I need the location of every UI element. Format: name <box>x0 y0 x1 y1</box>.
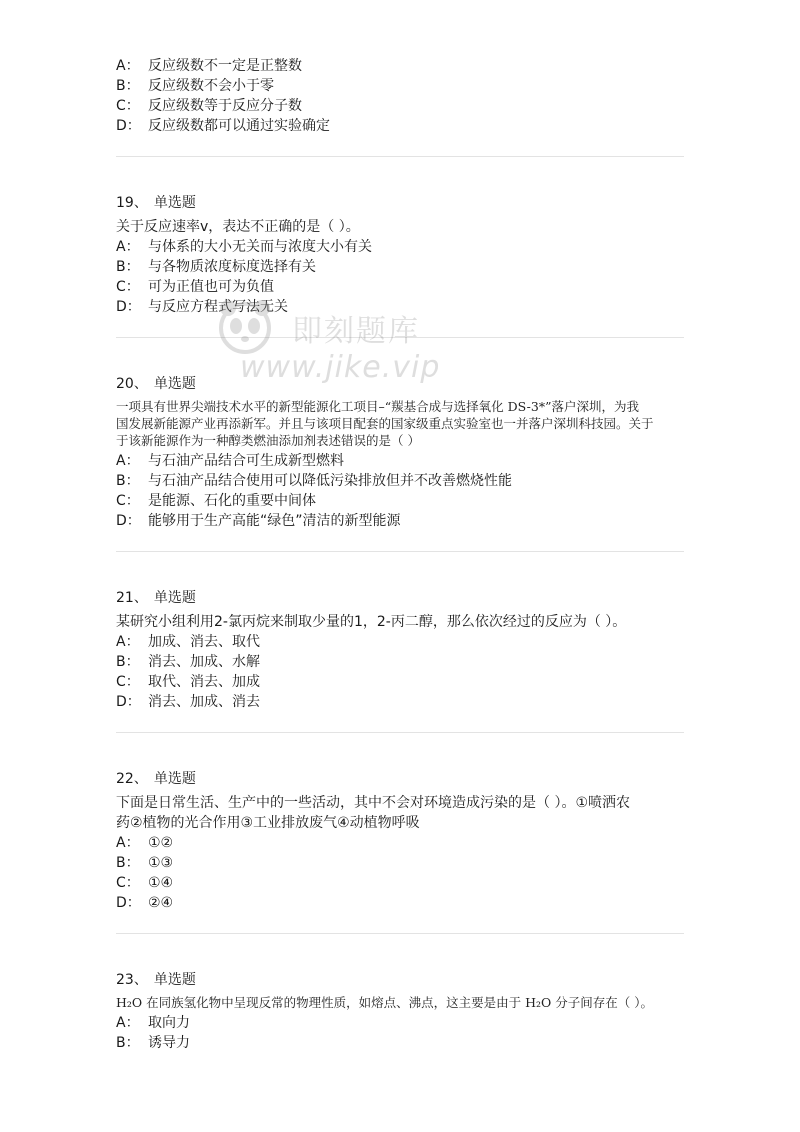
option-b[interactable]: B： ①③ <box>116 855 174 871</box>
question-22 <box>116 769 686 913</box>
question-header: 20、 单选题 <box>116 376 196 392</box>
question-text-line: 国发展新能源产业再添新军。并且与该项目配套的国家级重点实验室也一并落户深圳科技园。关于 <box>116 416 654 431</box>
divider <box>116 337 684 338</box>
option-a[interactable]: A： 加成、消去、取代 <box>116 634 260 650</box>
question-21 <box>116 588 686 712</box>
exam-page <box>116 56 686 1053</box>
question-text: H₂O 在同族氢化物中呈现反常的物理性质，如熔点、沸点，这主要是由于 H₂O 分子间存在（ ）。 <box>116 995 653 1010</box>
option-c[interactable]: C： 是能源、石化的重要中间体 <box>116 493 316 509</box>
divider <box>116 933 684 934</box>
question-20 <box>116 374 686 531</box>
option-a[interactable]: A： 取向力 <box>116 1015 190 1031</box>
option-a[interactable]: A： ①② <box>116 835 174 851</box>
option-a[interactable]: A： 反应级数不一定是正整数 <box>116 58 302 74</box>
divider <box>116 156 684 157</box>
option-d[interactable]: D： 反应级数都可以通过实验确定 <box>116 118 330 134</box>
option-b[interactable]: B： 消去、加成、水解 <box>116 654 260 670</box>
option-a[interactable]: A： 与石油产品结合可生成新型燃料 <box>116 453 344 469</box>
question-header: 21、 单选题 <box>116 590 196 606</box>
option-b[interactable]: B： 诱导力 <box>116 1035 190 1051</box>
option-c[interactable]: C： ①④ <box>116 875 174 891</box>
question-text-line: 药②植物的光合作用③工业排放废气④动植物呼吸 <box>116 815 420 831</box>
top-options <box>116 56 686 136</box>
question-19 <box>116 193 686 317</box>
option-b[interactable]: B： 反应级数不会小于零 <box>116 78 274 94</box>
question-header: 22、 单选题 <box>116 771 196 787</box>
question-header: 23、 单选题 <box>116 972 196 988</box>
question-23 <box>116 970 686 1053</box>
option-c[interactable]: C： 取代、消去、加成 <box>116 674 260 690</box>
option-b[interactable]: B： 与各物质浓度标度选择有关 <box>116 259 316 275</box>
option-d[interactable]: D： ②④ <box>116 895 174 911</box>
option-d[interactable]: D： 能够用于生产高能“绿色”清洁的新型能源 <box>116 513 401 529</box>
option-c[interactable]: C： 可为正值也可为负值 <box>116 279 274 295</box>
question-text-line: 一项具有世界尖端技术水平的新型能源化工项目–“羰基合成与选择氧化 DS-3*”落户深圳，为我 <box>116 399 639 414</box>
option-c[interactable]: C： 反应级数等于反应分子数 <box>116 98 302 114</box>
watermark-brand: 即刻题库 <box>292 314 420 349</box>
option-a[interactable]: A： 与体系的大小无关而与浓度大小有关 <box>116 239 372 255</box>
divider <box>116 732 684 733</box>
watermark-url: www.jike.vip <box>240 350 441 385</box>
question-text: 某研究小组利用2-氯丙烷来制取少量的1，2-丙二醇，那么依次经过的反应为（ ）。 <box>116 614 627 630</box>
question-text-line: 下面是日常生活、生产中的一些活动，其中不会对环境造成污染的是（ ）。①喷洒农 <box>116 795 630 811</box>
option-d[interactable]: D： 消去、加成、消去 <box>116 694 260 710</box>
question-header: 19、 单选题 <box>116 195 196 211</box>
divider <box>116 551 684 552</box>
option-d[interactable]: D： 与反应方程式写法无关 <box>116 299 288 315</box>
question-text-line: 于该新能源作为一种醇类燃油添加剂表述错误的是（ ） <box>116 433 420 448</box>
question-text: 关于反应速率v，表达不正确的是（ ）。 <box>116 219 360 235</box>
option-b[interactable]: B： 与石油产品结合使用可以降低污染排放但并不改善燃烧性能 <box>116 473 512 489</box>
